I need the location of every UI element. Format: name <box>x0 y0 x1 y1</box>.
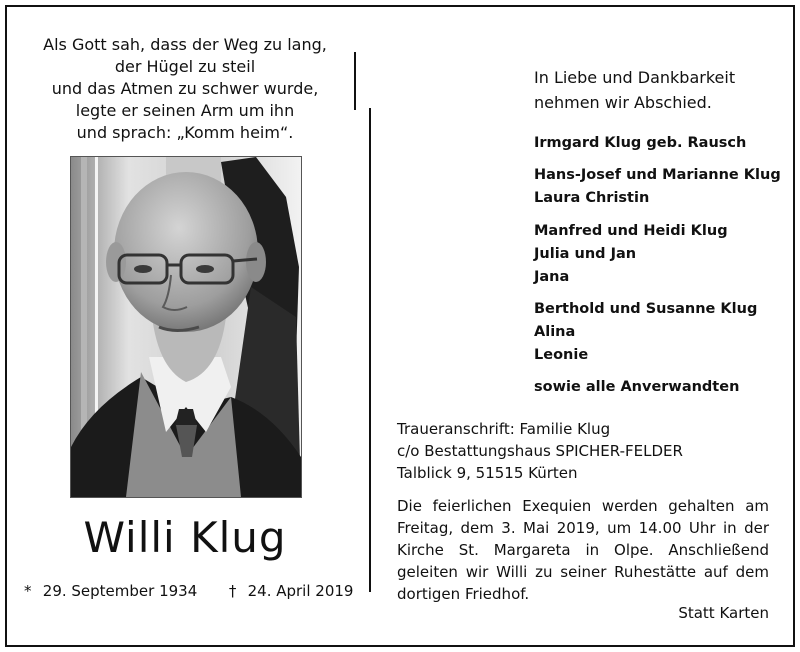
family-member: Laura Christin <box>534 190 650 206</box>
intro-line: In Liebe und Dankbarkeit <box>534 68 736 87</box>
portrait-illustration <box>71 157 301 497</box>
poem-line: und das Atmen zu schwer wurde, <box>51 79 319 98</box>
family-group <box>534 220 728 289</box>
service-line: Kirche St. Margareta in Olpe. Anschließend <box>397 541 769 559</box>
address-line: c/o Bestattungshaus SPICHER-FELDER <box>397 442 683 460</box>
service-text <box>397 495 769 605</box>
family-member: Alina <box>534 324 576 340</box>
service-line: Die feierlichen Exequien werden gehalten am <box>397 497 769 515</box>
family-member: Jana <box>534 269 570 285</box>
poem-line: und sprach: „Komm heim“. <box>76 123 294 142</box>
family-group <box>534 376 739 399</box>
birth-symbol: * <box>24 582 32 600</box>
mourning-address <box>397 418 683 484</box>
deceased-name: Willi Klug <box>83 513 287 562</box>
address-line: Talblick 9, 51515 Kürten <box>397 464 578 482</box>
family-group <box>534 298 757 367</box>
portrait-photo <box>70 156 302 498</box>
intro-line: nehmen wir Abschied. <box>534 93 712 112</box>
death-symbol: † <box>228 582 237 600</box>
family-member: Julia und Jan <box>534 246 637 262</box>
death-date: 24. April 2019 <box>247 582 354 600</box>
intro-text <box>534 65 735 115</box>
birth-date: 29. September 1934 <box>42 582 198 600</box>
family-group <box>534 164 781 210</box>
service-line: dortigen Friedhof. <box>397 585 530 603</box>
service-line: Freitag, dem 3. Mai 2019, um 14.00 Uhr in der <box>397 519 769 537</box>
closing-note: Statt Karten <box>678 604 769 622</box>
poem <box>20 34 350 144</box>
family-member: Hans-Josef und Marianne Klug <box>534 167 781 183</box>
poem-line: der Hügel zu steil <box>114 57 256 76</box>
family-member: Manfred und Heidi Klug <box>534 223 728 239</box>
address-line: Traueranschrift: Familie Klug <box>397 420 611 438</box>
divider-line-top <box>354 52 356 110</box>
family-group <box>534 132 746 155</box>
family-member: Berthold und Susanne Klug <box>534 301 758 317</box>
poem-line: legte er seinen Arm um ihn <box>75 101 295 120</box>
life-dates <box>24 580 354 602</box>
family-member: Leonie <box>534 347 589 363</box>
family-member: sowie alle Anverwandten <box>534 379 740 395</box>
service-line: geleiten wir Willi zu seiner Ruhestätte auf dem <box>397 563 769 581</box>
family-member: Irmgard Klug geb. Rausch <box>534 135 747 151</box>
divider-line <box>369 108 371 592</box>
poem-line: Als Gott sah, dass der Weg zu lang, <box>43 35 327 54</box>
